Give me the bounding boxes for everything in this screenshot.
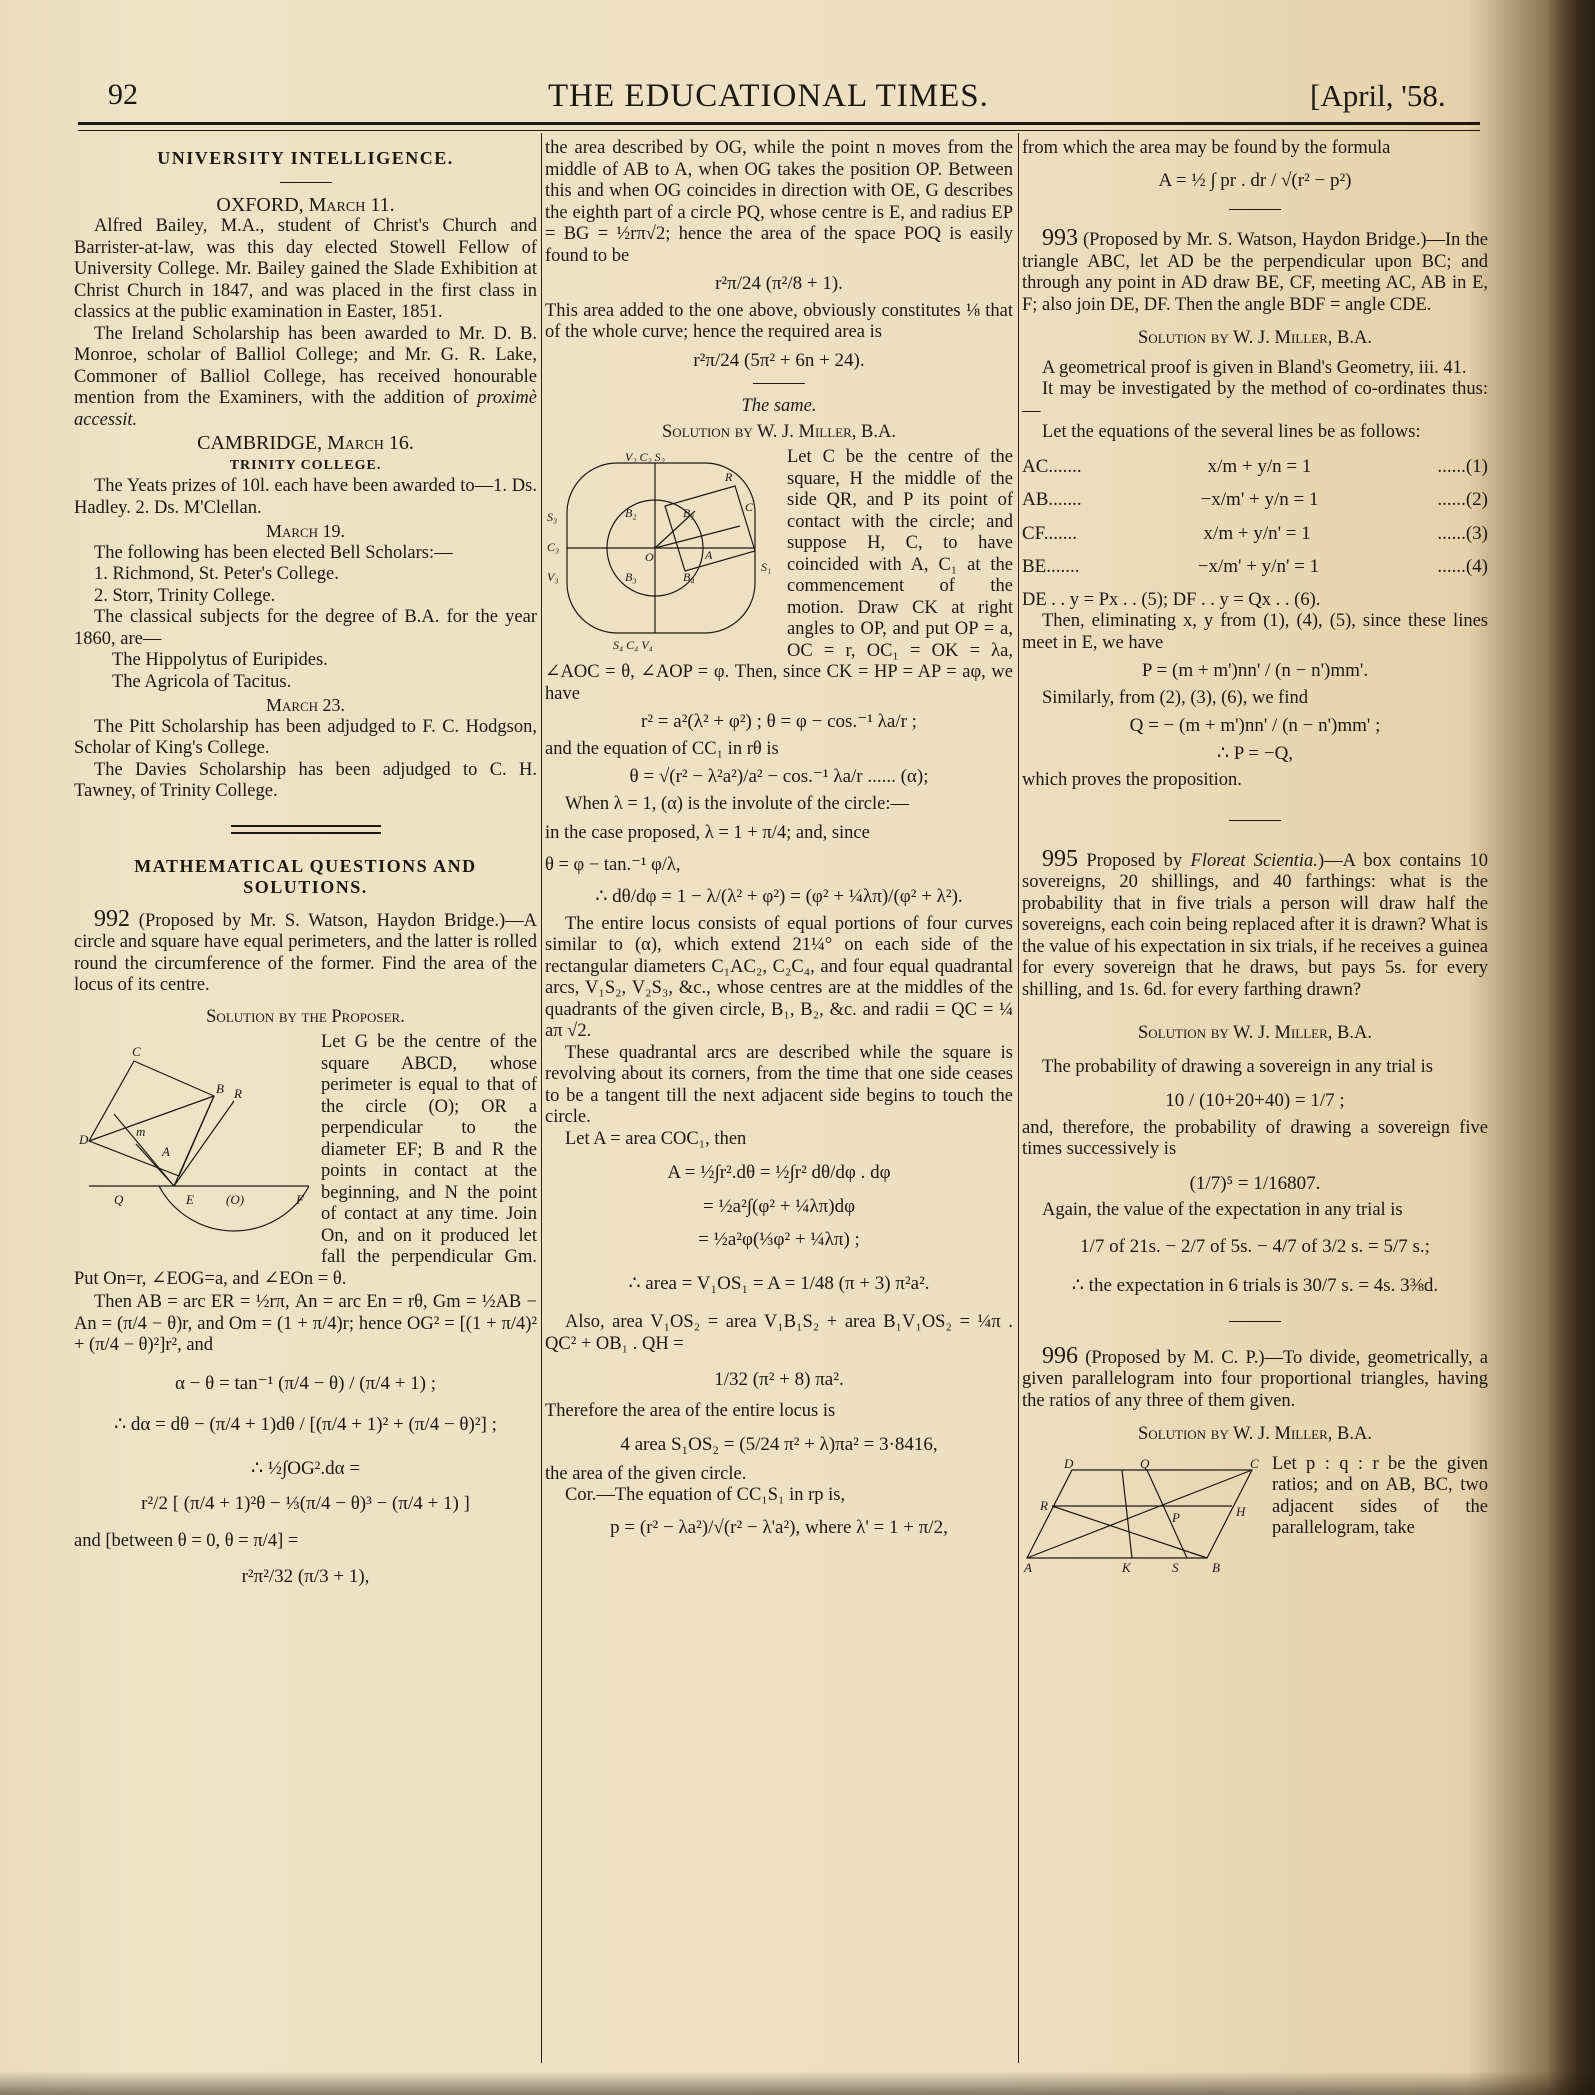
paragraph: When λ = 1, (α) is the involute of the circle:— (565, 793, 910, 814)
equation: ∴ the expectation in 6 trials is 30/7 s. = 4s. 3⅜d. (1071, 1275, 1439, 1296)
column-middle (545, 138, 1013, 2068)
paragraph: Then, eliminating x, y from (1), (4), (5), since these lines meet in E, we have (1022, 611, 1488, 653)
figure-label: B₃ (625, 570, 637, 584)
question-text: (Proposed by M. C. P.)—To divide, geometrically, a given parallelogram into four proportional triangles, having the ratios of any three of them given. (1022, 1347, 1488, 1411)
separator (280, 182, 332, 183)
book-gutter (1547, 0, 1595, 2095)
figure-label: B₁ (683, 506, 695, 520)
header-rule (78, 122, 1480, 131)
issue-date: [April, '58. (1310, 78, 1446, 113)
paragraph (74, 324, 537, 432)
solution-heading: Solution by W. J. Miller, B.A. (662, 421, 896, 442)
equation: r² = a²(λ² + φ²) ; θ = φ − cos.⁻¹ λa/r ; (641, 711, 917, 732)
subheading: March 23. (265, 695, 346, 715)
figure-label: C (745, 500, 754, 514)
question-text: Proposed by (1086, 850, 1183, 871)
paragraph: The classical subjects for the degree of B.A. for the year 1860, are— (74, 607, 537, 649)
paragraph: Similarly, from (2), (3), (6), we find (1042, 687, 1308, 708)
paragraph: Let the equations of the several lines be as follows: (1042, 422, 1421, 442)
paragraph: Again, the value of the expectation in any trial is (1042, 1200, 1403, 1220)
line-formula: −x/m' + y/n' = 1 (1197, 556, 1320, 577)
question-995 (1022, 845, 1488, 1002)
paragraph: and the equation of CC₁ in rθ is (545, 738, 779, 759)
section-divider (231, 825, 381, 834)
figure-parallelogram (1022, 1458, 1262, 1580)
figure-label: K (1122, 1559, 1131, 1573)
line-number: ......(3) (1437, 522, 1488, 544)
paragraph: Also, area V₁OS₂ = area V₁B₁S₂ + area B₁V₁OS₂ = ¼π . QC² + OB₁ . QH = (545, 1312, 1013, 1354)
figure-label: A (705, 548, 713, 562)
question-text: )—A box contains 10 sovereigns, 20 shillings, and 40 farthings: what is the probability that in five trials a person will draw half the sovereigns, each coin being replaced after it is drawn? What is the value of his expectation in six trials, if he receives a guinea for every sovereign that he draws, but pays 5s. for every shilling, and 1s. 6d. for every farthing drawn? (1022, 850, 1488, 1000)
equation: 1/32 (π² + 8) πa². (714, 1369, 844, 1390)
line-name: CF....... (1022, 522, 1077, 544)
figure-label: B (1212, 1559, 1220, 1573)
figure-square-circle (74, 1036, 309, 1258)
figure-label: C₃ (547, 540, 560, 554)
figure-label: R (1040, 1497, 1048, 1513)
list-item: 2. Storr, Trinity College. (94, 585, 276, 606)
question-992 (74, 905, 537, 997)
paragraph: The Yeats prizes of 10l. each have been awarded to—1. Ds. Hadley. 2. Ds. M'Clellan. (74, 476, 537, 518)
paragraph: It may be investigated by the method of co-ordinates thus:— (1022, 379, 1488, 421)
separator (1229, 820, 1281, 821)
equation: ∴ area = V₁OS₁ = A = 1/48 (π + 3) π²a². (628, 1272, 930, 1294)
figure-label: B₂ (625, 506, 637, 520)
line-name: BE....... (1022, 556, 1080, 577)
question-text: (Proposed by Mr. S. Watson, Haydon Bridge.)—In the triangle ABC, let AD be the perpendicular upon BC; and through any point in AD draw BE, CF, meeting AC, AB in E, F; also join DE, DF. Then the angle BDF = angle CDE. (1022, 230, 1488, 315)
question-proposer: Floreat Scientia. (1190, 850, 1318, 871)
paragraph: the area described by OG, while the point n moves from the middle of AB to A, when OG takes the position OP. Between this and when OG coincides in direction with OE, G describes the eighth part of a circle PQ, whose centre is E, and radius EP = BG = ½rπ√2; hence the area of the space POQ is easily found to be (545, 138, 1013, 266)
figure-label: S₄ C₄ V₄ (613, 638, 653, 651)
figure-label: D (1064, 1457, 1074, 1471)
figure-label: A (162, 1144, 170, 1159)
question-number: 996 (1042, 1342, 1078, 1369)
question-996 (1022, 1342, 1488, 1413)
solution-heading: Solution by W. J. Miller, B.A. (1138, 1023, 1372, 1043)
equation: r²π²/32 (π/3 + 1), (241, 1566, 370, 1587)
figure-label: V₃ (547, 570, 559, 584)
equation: 1/7 of 21s. − 2/7 of 5s. − 4/7 of 3/2 s. = 5/7 s.; (1080, 1235, 1430, 1257)
paragraph: A geometrical proof is given in Bland's Geometry, iii. 41. (1042, 357, 1467, 378)
paragraph: The following has been elected Bell Scholars:— (94, 542, 453, 563)
figure-label: F (296, 1192, 304, 1207)
line-number: ......(1) (1437, 455, 1488, 477)
equation: ∴ P = −Q, (1216, 742, 1294, 764)
line-equation-row (1022, 489, 1488, 511)
equation: A = ½ ∫ pr . dr / √(r² − p²) (1158, 169, 1352, 191)
column-right (1022, 138, 1488, 2068)
equation: A = ½∫r².dθ = ½∫r² dθ/dφ . dφ (667, 1162, 891, 1183)
paragraph: Let G be the centre of the square ABCD, whose perimeter is equal to that of the circle (O); OR a perpendicular to the diameter EF; B and R the points in contact at the beginning, and N the point of contact at any time. Join On, and on it produced let fall the perpendicular Gm. Put On=r, ∠EOG=a, and ∠EOn = θ. (74, 1032, 537, 1289)
question-number: 995 (1042, 845, 1078, 872)
section-heading: MATHEMATICAL QUESTIONS AND SOLUTIONS. (134, 855, 477, 897)
line-equations (1022, 456, 1488, 578)
equation: 4 area S₁OS₂ = (5/24 π² + λ)πa² = 3·8416, (620, 1434, 938, 1455)
line-formula: −x/m' + y/n = 1 (1200, 489, 1319, 510)
figure-label: C (1250, 1457, 1259, 1471)
line-equation-row (1022, 456, 1488, 478)
paragraph: DE . . y = Px . . (5); DF . . y = Qx . . (6). (1022, 589, 1321, 610)
paragraph: The entire locus consists of equal portions of four curves similar to (α), which extend 21¼° on each side of the rectangular diameters C₁AC₂, C₂C₄, and four equal quadrantal arcs, V₁S₂, V₂S₃, &c., whose centres are at the middles of the quadrants of the given circle, B₁, B₂, &c. and radii = QC = ¼ aπ √2. (545, 913, 1013, 1041)
equation: θ = √(r² − λ²a²)/a² − cos.⁻¹ λa/r ...... (α); (629, 766, 929, 787)
separator (1229, 209, 1281, 210)
paragraph: Let p : q : r be the given ratios; and on AB, BC, two adjacent sides of the parallelogram, take (1272, 1453, 1488, 1538)
line-number: ......(2) (1437, 489, 1488, 510)
equation: (1/7)⁵ = 1/16807. (1189, 1172, 1321, 1194)
equation: = ½a²φ(⅓φ² + ¼λπ) ; (698, 1229, 860, 1250)
paragraph: Cor.—The equation of CC₁S₁ in rp is, (565, 1485, 846, 1505)
figure-label: O (645, 550, 654, 564)
equation: r²π/24 (π²/8 + 1). (715, 273, 843, 294)
figure-label: B₄ (683, 570, 695, 584)
figure-label: D (79, 1132, 89, 1147)
publication-title: THE EDUCATIONAL TIMES. (548, 78, 989, 114)
line-formula: x/m + y/n' = 1 (1203, 522, 1311, 544)
column-rule (1018, 133, 1019, 2063)
equation: p = (r² − λa²)/√(r² − λ'a²), where λ' = 1 + π/2, (610, 1516, 948, 1538)
section-heading: UNIVERSITY INTELLIGENCE. (157, 148, 454, 168)
paragraph: Alfred Bailey, M.A., student of Christ's Church and Barrister-at-law, was this day elected Stowell Fellow of University College. Mr. Bailey gained the Slade Exhibition at Christ Church in 1847, and was placed in the first class in classics at the public examination in Easter, 1851. (74, 216, 537, 322)
line-equation-row (1022, 523, 1488, 545)
page-header (78, 78, 1458, 122)
figure-label: P (1172, 1509, 1180, 1525)
paragraph: and [between θ = 0, θ = π/4] = (74, 1530, 299, 1551)
line-formula: x/m + y/n = 1 (1207, 455, 1312, 477)
line-number: ......(4) (1437, 556, 1488, 577)
figure-label: R (234, 1086, 242, 1101)
figure-label: (O) (226, 1192, 245, 1207)
paragraph: These quadrantal arcs are described while the square is revolving about its corners, from the time that one side ceases to be a tangent till the next adjacent side begins to touch the circle. (545, 1042, 1013, 1127)
equation: ∴ dθ/dφ = 1 − λ/(λ² + φ²) = (φ² + ¼λπ)/(φ² + λ²). (595, 886, 963, 907)
equation: r²/2 [ (π/4 + 1)²θ − ⅓(π/4 − θ)³ − (π/4 + 1) ] (141, 1493, 470, 1514)
column-rule (541, 133, 542, 2063)
figure-label: R (725, 470, 733, 484)
equation: θ = φ − tan.⁻¹ φ/λ, (545, 854, 681, 875)
paragraph: The Davies Scholarship has been adjudged to C. H. Tawney, of Trinity College. (74, 759, 537, 801)
figure-label: Q (114, 1192, 124, 1207)
equation: = ½a²∫(φ² + ¼λπ)dφ (702, 1195, 856, 1217)
equation: α − θ = tan⁻¹ (π/4 − θ) / (π/4 + 1) ; (174, 1372, 437, 1394)
figure-label: H (1236, 1503, 1246, 1519)
question-number: 993 (1042, 225, 1078, 251)
figure-label: S₁ (761, 560, 772, 574)
line-equation-row (1022, 556, 1488, 578)
list-item: 1. Richmond, St. Peter's College. (94, 564, 339, 584)
figure-label: V₂ C₂ S₂ (625, 451, 665, 464)
question-993 (1022, 225, 1488, 316)
equation: P = (m + m')nn' / (n − n')mm'. (1141, 660, 1369, 681)
figure-label: S (1172, 1559, 1179, 1573)
equation: Q = − (m + m')nn' / (n − n')mm' ; (1129, 715, 1381, 736)
subheading: March 19. (265, 521, 346, 541)
figure-label: m (136, 1124, 146, 1139)
paragraph: the area of the given circle. (545, 1463, 747, 1484)
paragraph: Let A = area COC₁, then (565, 1128, 747, 1149)
question-number: 992 (94, 905, 130, 932)
equation: 10 / (10+20+40) = 1/7 ; (1165, 1090, 1345, 1111)
column-left (74, 138, 537, 2068)
figure-label: B (216, 1081, 224, 1096)
list-item: The Agricola of Tacitus. (112, 671, 292, 692)
figure-label: C (132, 1044, 141, 1059)
subheading: The same. (741, 396, 817, 416)
paragraph: The Pitt Scholarship has been adjudged to F. C. Hodgson, Scholar of King's College. (74, 716, 537, 758)
paragraph: Let C be the centre of the square, H the middle of the side QR, and P its point of contact with the circle; and suppose H, C, to have coincided with A, C₁ at the commencement of the motion. Draw CK at right angles to OP, and put OP = a, OC = r, OC₁ = OK = λa, ∠AOC = θ, ∠AOP = φ. Then, since CK = HP = AP = aφ, we have (545, 447, 1013, 704)
question-text: (Proposed by Mr. S. Watson, Haydon Bridge.)—A circle and square have equal perimeters, and the latter is rolled round the circumference of the former. Find the area of the locus of its centre. (74, 910, 537, 995)
subheading: TRINITY COLLEGE. (229, 457, 382, 473)
equation: ∴ ½∫OG².dα = (250, 1457, 361, 1479)
paragraph: from which the area may be found by the formula (1022, 138, 1391, 158)
solution-heading: Solution by W. J. Miller, B.A. (1138, 328, 1372, 348)
paragraph: Then AB = arc ER = ½rπ, An = arc En = rθ, Gm = ½AB − An = (π/4 − θ)r, and Om = (1 + π/4)r; hence OG² = [(1 + π/4)² + (π/4 − θ)²]r², and (74, 1292, 537, 1355)
paragraph: The probability of drawing a sovereign in any trial is (1042, 1056, 1433, 1077)
figure-label: A (1024, 1559, 1032, 1573)
line-name: AB....... (1022, 489, 1082, 510)
page-edge-shadow (0, 2071, 1595, 2095)
figure-label: E (186, 1192, 194, 1207)
figure-label: Q (1140, 1457, 1150, 1471)
paragraph: which proves the proposition. (1022, 770, 1242, 790)
separator (1229, 1321, 1281, 1322)
line-name: AC....... (1022, 455, 1082, 477)
paragraph: in the case proposed, λ = 1 + π/4; and, since (545, 823, 870, 843)
solution-heading: Solution by the Proposer. (206, 1006, 405, 1027)
subheading: OXFORD, March 11. (216, 193, 395, 216)
figure-label: S₃ (547, 510, 558, 524)
figure-locus (545, 451, 777, 658)
page-number: 92 (108, 78, 138, 111)
text: The Ireland Scholarship has been awarded to Mr. D. B. Monroe, scholar of Balliol College; and Mr. G. R. Lake, Commoner of Balliol College, has received honourable mention from the Examiners, with the addition of (74, 323, 537, 408)
paragraph: This area added to the one above, obviously constitutes ⅛ that of the whole curve; hence the required area is (545, 300, 1013, 342)
subheading: CAMBRIDGE, March 16. (197, 432, 414, 454)
separator (753, 383, 805, 384)
paragraph: Therefore the area of the entire locus is (545, 1400, 836, 1421)
paragraph: and, therefore, the probability of drawing a sovereign five times successively is (1022, 1117, 1488, 1159)
equation: ∴ dα = dθ − (π/4 + 1)dθ / [(π/4 + 1)² + (π/4 − θ)²] ; (114, 1414, 497, 1435)
list-item: The Hippolytus of Euripides. (112, 650, 328, 670)
solution-heading: Solution by W. J. Miller, B.A. (1138, 1424, 1372, 1444)
equation: r²π/24 (5π² + 6n + 24). (693, 349, 865, 371)
text: proximè accessit. (74, 388, 537, 430)
